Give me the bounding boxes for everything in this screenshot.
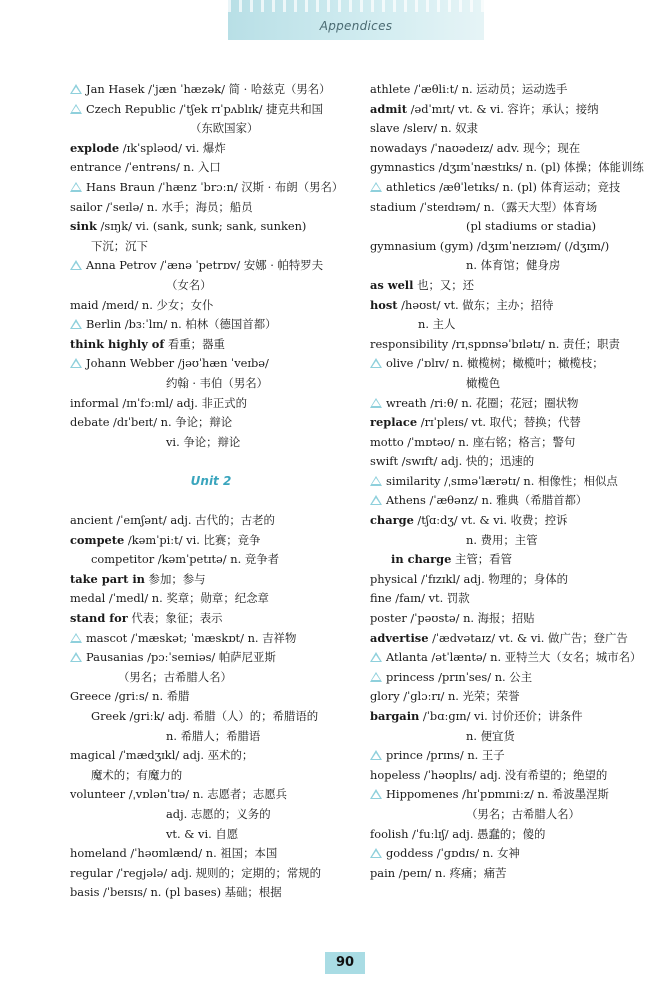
headword: think highly of xyxy=(70,336,165,351)
entry-text: competitor /kəmˈpetɪtə/ n. 竞争者 xyxy=(91,552,279,567)
entry-text: maid /meɪd/ n. 少女；女仆 xyxy=(70,297,214,312)
vocab-entry xyxy=(370,550,640,570)
vocab-entry xyxy=(70,100,352,120)
entry-text: gymnasium (gym) /dʒɪmˈneɪzɪəm/ (/dʒɪm/) xyxy=(370,238,610,253)
page-header-title: Appendices xyxy=(319,19,393,33)
triangle-marker-icon xyxy=(370,750,382,760)
vocab-entry xyxy=(370,589,640,609)
headword: compete xyxy=(70,532,125,547)
page-number: 90 xyxy=(325,952,365,974)
entry-text: mascot /ˈmæskət; ˈmæskɒt/ n. 吉祥物 xyxy=(86,630,297,645)
triangle-marker-icon xyxy=(370,495,382,505)
vocab-entry xyxy=(70,648,352,668)
entry-text: /ˈædvətaɪz/ vt. & vi. 做广告；登广告 xyxy=(428,630,628,645)
entry-text: physical /ˈfɪzɪkl/ adj. 物理的；身体的 xyxy=(370,571,569,586)
entry-text: basis /ˈbeɪsɪs/ n. (pl bases) 基础；根据 xyxy=(70,885,282,900)
entry-text: medal /ˈmedl/ n. 奖章；勋章；纪念章 xyxy=(70,591,269,606)
entry-text: n. 便宜货 xyxy=(466,728,515,743)
triangle-marker-icon xyxy=(370,672,382,682)
entry-text: volunteer /ˌvɒlənˈtɪə/ n. 志愿者；志愿兵 xyxy=(70,787,288,802)
vocab-entry xyxy=(370,687,640,707)
entry-text: stadium /ˈsteɪdɪəm/ n.（露天大型）体育场 xyxy=(370,199,598,214)
vocab-entry xyxy=(370,80,640,100)
unit-heading: Unit 2 xyxy=(190,473,232,488)
vocab-entry xyxy=(370,864,640,884)
vocab-entry xyxy=(370,570,640,590)
vocab-entry xyxy=(370,668,640,688)
entry-text: glory /ˈglɔːrɪ/ n. 光荣；荣誉 xyxy=(370,689,520,704)
vocab-entry xyxy=(370,472,640,492)
entry-text: Atlanta /ətˈlæntə/ n. 亚特兰大（女名；城市名） xyxy=(386,650,642,665)
entry-text: vi. 争论；辩论 xyxy=(166,434,241,449)
entry-text: 看重；器重 xyxy=(164,336,225,351)
entry-text: slave /sleɪv/ n. 奴隶 xyxy=(370,121,479,136)
vocab-entry xyxy=(370,648,640,668)
vocab-entry xyxy=(370,217,640,237)
entry-text: entrance /ˈentrəns/ n. 入口 xyxy=(70,160,221,175)
headword: host xyxy=(370,297,398,312)
vocab-entry xyxy=(70,844,352,864)
entry-text: goddess /ˈgɒdɪs/ n. 女神 xyxy=(386,846,520,861)
entry-text: （女名） xyxy=(166,277,212,292)
vocab-entry xyxy=(70,550,352,570)
triangle-marker-icon xyxy=(370,476,382,486)
vocab-entry xyxy=(370,766,640,786)
entry-text: adj. 志愿的；义务的 xyxy=(166,806,271,821)
vocab-entry xyxy=(370,805,640,825)
triangle-marker-icon xyxy=(370,848,382,858)
vocab-entry xyxy=(370,158,644,178)
entry-text: Johann Webber /jəʊˈhæn ˈveɪbə/ xyxy=(86,356,269,371)
entry-text: n. 费用；主管 xyxy=(466,532,538,547)
entry-text: informal /ɪnˈfɔːml/ adj. 非正式的 xyxy=(70,395,248,410)
vocab-entry xyxy=(70,707,352,727)
entry-text: Berlin /bɜːˈlɪn/ n. 柏林（德国首都） xyxy=(86,317,277,332)
vocab-entry xyxy=(370,844,640,864)
headword: take part in xyxy=(70,571,145,586)
entry-text: 也；又；还 xyxy=(413,277,475,292)
entry-text: Pausanias /pɔːˈseɪniəs/ 帕萨尼亚斯 xyxy=(86,650,276,665)
triangle-marker-icon xyxy=(70,84,82,94)
vocab-entry xyxy=(70,296,352,316)
vocab-entry xyxy=(370,609,640,629)
entry-text: princess /prɪnˈses/ n. 公主 xyxy=(386,669,533,684)
triangle-marker-icon xyxy=(70,319,82,329)
spacer xyxy=(70,491,352,511)
vocab-entry xyxy=(70,139,352,159)
entry-text: responsibility /rɪˌspɒnsəˈbɪlətɪ/ n. 责任；职责 xyxy=(370,336,620,351)
vocab-entry xyxy=(370,198,640,218)
entry-text: nowadays /ˈnaʊədeɪz/ adv. 现今；现在 xyxy=(370,140,581,155)
right-vocabulary-column xyxy=(370,80,644,883)
entry-text: motto /ˈmɒtəʊ/ n. 座右铭；格言；警句 xyxy=(370,434,576,449)
vocab-entry xyxy=(70,80,352,100)
appendices-banner xyxy=(228,0,484,40)
vocab-entry xyxy=(70,609,352,629)
vocab-entry xyxy=(370,256,640,276)
entry-text: debate /dɪˈbeɪt/ n. 争论；辩论 xyxy=(70,415,233,430)
entry-text: athletics /æθˈletɪks/ n. (pl) 体育运动；竞技 xyxy=(386,179,621,194)
headword: admit xyxy=(370,101,407,116)
vocab-entry xyxy=(70,687,352,707)
banner-decoration xyxy=(228,0,484,12)
vocab-entry xyxy=(70,394,352,414)
triangle-marker-icon xyxy=(70,260,82,270)
vocab-entry xyxy=(70,374,352,394)
vocab-entry xyxy=(370,727,640,747)
vocab-entry xyxy=(370,491,640,511)
vocab-entry xyxy=(70,354,352,374)
entry-text: Anna Petrov /ˈænə ˈpetrɒv/ 安娜 · 帕特罗夫 xyxy=(86,258,324,273)
vocab-entry xyxy=(370,100,640,120)
vocab-entry xyxy=(370,707,640,727)
entry-text: 参加；参与 xyxy=(144,571,206,586)
entry-text: /ɪkˈspləʊd/ vi. 爆炸 xyxy=(119,140,226,155)
vocab-entry xyxy=(370,433,640,453)
entry-text: （东欧国家） xyxy=(190,121,259,136)
entry-text: sailor /ˈseɪlə/ n. 水手；海员；船员 xyxy=(70,199,253,214)
entry-text: 魔术的；有魔力的 xyxy=(91,767,183,782)
entry-text: regular /ˈregjələ/ adj. 规则的；定期的；常规的 xyxy=(70,865,322,880)
vocab-entry xyxy=(370,394,640,414)
entry-text: Czech Republic /ˈtʃek rɪˈpʌblɪk/ 捷克共和国 xyxy=(86,101,324,116)
entry-text: Greece /griːs/ n. 希腊 xyxy=(70,689,190,704)
entry-text: 橄榄色 xyxy=(466,375,501,390)
vocab-entry xyxy=(370,511,640,531)
entry-text: similarity /ˌsɪməˈlærətɪ/ n. 相像性；相似点 xyxy=(386,473,618,488)
entry-text: Hippomenes /hɪˈpɒmɪniːz/ n. 希波墨涅斯 xyxy=(386,787,609,802)
entry-text: /sɪŋk/ vi. (sank, sunk; sank, sunken) xyxy=(96,219,307,234)
vocab-entry xyxy=(70,746,352,766)
entry-text: （男名；古希腊人名） xyxy=(118,669,232,684)
triangle-marker-icon xyxy=(70,633,82,643)
triangle-marker-icon xyxy=(70,358,82,368)
vocab-entry xyxy=(70,178,352,198)
triangle-marker-icon xyxy=(70,104,82,114)
vocab-entry xyxy=(70,413,352,433)
headword: sink xyxy=(70,219,97,234)
entry-text: (pl stadiums or stadia) xyxy=(466,219,597,234)
vocab-entry xyxy=(70,433,352,453)
vocab-entry xyxy=(370,139,640,159)
entry-text: magical /ˈmædʒɪkl/ adj. 巫术的； xyxy=(70,748,254,763)
entry-text: wreath /riːθ/ n. 花圈；花冠；圈状物 xyxy=(386,395,579,410)
triangle-marker-icon xyxy=(370,182,382,192)
vocab-entry xyxy=(370,374,640,394)
vocab-entry xyxy=(70,237,352,257)
vocab-entry xyxy=(70,668,352,688)
vocab-entry xyxy=(370,531,640,551)
headword: replace xyxy=(370,415,418,430)
vocab-entry xyxy=(70,531,352,551)
vocab-entry xyxy=(70,158,352,178)
vocab-entry xyxy=(70,315,352,335)
triangle-marker-icon xyxy=(70,182,82,192)
vocab-entry xyxy=(370,825,640,845)
vocab-entry xyxy=(70,629,352,649)
vocab-entry xyxy=(370,276,640,296)
vocab-entry xyxy=(370,413,640,433)
entry-text: fine /faɪn/ vt. 罚款 xyxy=(370,591,470,606)
vocab-entry xyxy=(70,589,352,609)
left-vocabulary-column xyxy=(70,80,352,903)
vocab-entry xyxy=(70,864,352,884)
vocab-entry xyxy=(370,296,640,316)
entry-text: Greek /griːk/ adj. 希腊（人）的；希腊语的 xyxy=(91,709,319,723)
headword: explode xyxy=(70,140,120,155)
vocab-entry xyxy=(70,119,352,139)
vocab-entry xyxy=(370,629,640,649)
vocab-entry xyxy=(70,825,352,845)
triangle-marker-icon xyxy=(370,789,382,799)
headword: charge xyxy=(370,513,414,528)
entry-text: Jan Hasek /ˈjæn ˈhæzək/ 简 · 哈兹克（男名） xyxy=(86,82,331,96)
entry-text: hopeless /ˈhəʊplɪs/ adj. 没有希望的；绝望的 xyxy=(370,767,608,782)
entry-text: Athens /ˈæθənz/ n. 雅典（希腊首都） xyxy=(386,493,588,508)
entry-text: swift /swɪft/ adj. 快的；迅速的 xyxy=(370,454,535,469)
vocab-entry xyxy=(70,805,352,825)
entry-text: pain /peɪn/ n. 疼痛；痛苦 xyxy=(370,865,507,880)
entry-text: vt. & vi. 自愿 xyxy=(166,826,239,841)
headword: stand for xyxy=(70,611,128,626)
entry-text: homeland /ˈhəʊmlænd/ n. 祖国；本国 xyxy=(70,846,278,861)
vocab-entry xyxy=(70,727,352,747)
vocab-entry xyxy=(370,785,640,805)
entry-text: 下沉；沉下 xyxy=(91,238,148,253)
entry-text: gymnastics /dʒɪmˈnæstɪks/ n. (pl) 体操；体能训练 xyxy=(370,160,644,175)
vocab-entry xyxy=(370,315,640,335)
headword: bargain xyxy=(370,709,420,723)
entry-text: /ədˈmɪt/ vt. & vi. 容许；承认；接纳 xyxy=(407,101,599,116)
headword: as well xyxy=(370,277,414,292)
entry-text: /həʊst/ vt. 做东；主办；招待 xyxy=(397,297,554,312)
vocab-entry xyxy=(70,198,352,218)
vocab-entry xyxy=(370,335,640,355)
entry-text: athlete /ˈæθliːt/ n. 运动员；运动选手 xyxy=(370,82,568,96)
vocab-entry xyxy=(70,256,352,276)
spacer xyxy=(70,452,352,472)
vocab-entry xyxy=(370,237,640,257)
vocab-entry xyxy=(70,766,352,786)
vocab-entry xyxy=(370,354,640,374)
entry-text: /kəmˈpiːt/ vi. 比赛；竞争 xyxy=(124,532,261,547)
entry-text: （男名；古希腊人名） xyxy=(466,806,580,821)
triangle-marker-icon xyxy=(370,652,382,662)
vocab-entry xyxy=(70,883,352,903)
vocab-entry xyxy=(70,217,352,237)
vocab-entry xyxy=(70,335,352,355)
triangle-marker-icon xyxy=(370,398,382,408)
entry-text: n. 体育馆；健身房 xyxy=(466,258,561,273)
entry-text: ancient /ˈeɪnʃənt/ adj. 古代的；古老的 xyxy=(70,513,275,528)
vocab-entry xyxy=(370,452,640,472)
entry-text: /ˈbɑːgɪn/ vi. 讨价还价；讲条件 xyxy=(419,709,583,723)
entry-text: /tʃɑːdʒ/ vt. & vi. 收费；控诉 xyxy=(413,513,568,528)
entry-text: poster /ˈpəʊstə/ n. 海报；招贴 xyxy=(370,611,535,626)
entry-text: prince /prɪns/ n. 王子 xyxy=(386,748,505,763)
entry-text: n. 希腊人；希腊语 xyxy=(166,728,261,743)
triangle-marker-icon xyxy=(70,652,82,662)
entry-text: 主管；看管 xyxy=(451,552,512,567)
entry-text: 代表；象征；表示 xyxy=(127,611,223,626)
entry-text: Hans Braun /ˈhænz ˈbrɔːn/ 汉斯 · 布朗（男名） xyxy=(86,179,344,194)
entry-text: olive /ˈɒlɪv/ n. 橄榄树；橄榄叶；橄榄枝； xyxy=(386,356,604,371)
entry-text: 约翰 · 韦伯（男名） xyxy=(166,375,268,390)
vocab-entry xyxy=(370,178,640,198)
vocab-entry xyxy=(70,276,352,296)
vocab-entry xyxy=(70,785,352,805)
headword: in charge xyxy=(391,552,452,567)
headword: advertise xyxy=(370,630,429,645)
vocab-entry xyxy=(70,570,352,590)
entry-text: foolish /ˈfuːlɪʃ/ adj. 愚蠢的；傻的 xyxy=(370,826,546,841)
entry-text: /rɪˈpleɪs/ vt. 取代；替换；代替 xyxy=(417,415,581,430)
triangle-marker-icon xyxy=(370,358,382,368)
entry-text: n. 主人 xyxy=(418,317,456,332)
vocab-entry xyxy=(370,119,640,139)
vocab-entry xyxy=(70,511,352,531)
vocab-entry xyxy=(370,746,640,766)
